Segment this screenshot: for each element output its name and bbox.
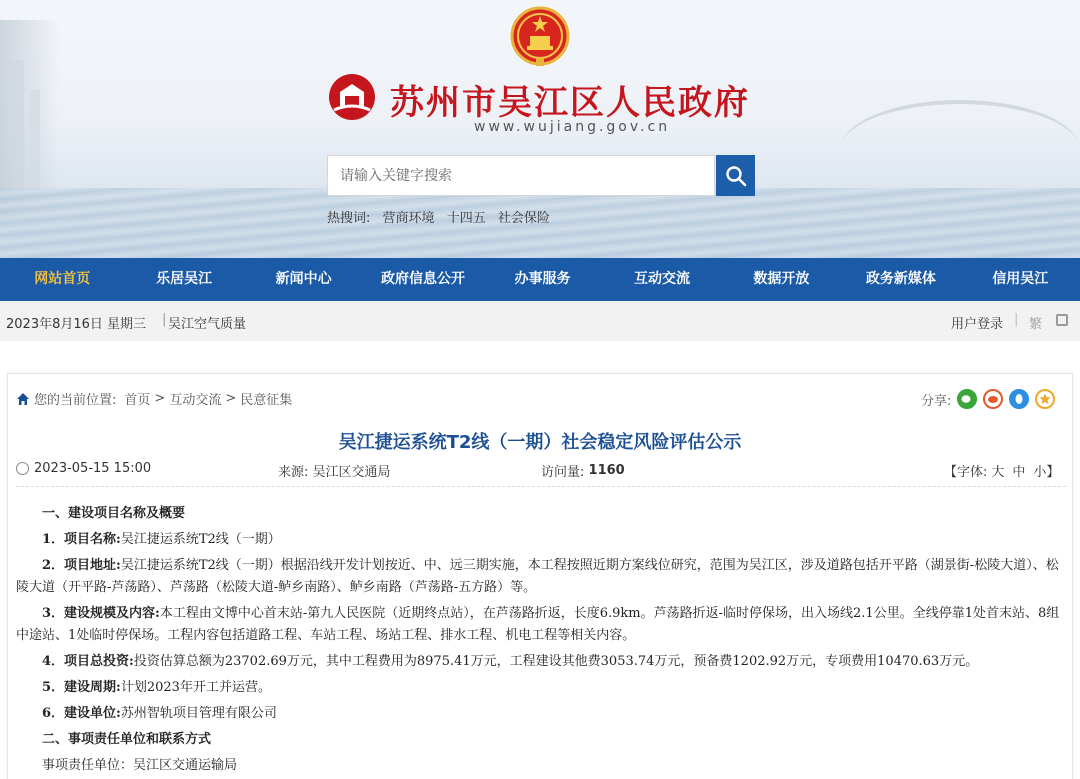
nav-item-credit[interactable]: 信用吴江 <box>992 271 1049 287</box>
search-icon <box>725 165 747 187</box>
site-title: 苏州市吴江区人民政府 <box>390 83 750 123</box>
wujiang-logo-icon <box>326 72 378 122</box>
nav-item-gov-info[interactable]: 政府信息公开 <box>381 271 466 287</box>
divider <box>16 486 1066 487</box>
nav-item-services[interactable]: 办事服务 <box>514 271 571 287</box>
nav-item-living[interactable]: 乐居吴江 <box>156 271 213 287</box>
national-emblem-icon <box>510 6 570 68</box>
article-paragraph: 6．建设单位:苏州智轨项目管理有限公司 <box>42 706 277 721</box>
nav-item-new-media[interactable]: 政务新媒体 <box>865 271 936 287</box>
article-paragraph: 一、建设项目名称及概要 <box>42 506 186 521</box>
breadcrumb-label: 您的当前位置: <box>34 393 117 408</box>
font-size-small[interactable]: 小】 <box>1033 465 1060 480</box>
article-paragraph: 二、事项责任单位和联系方式 <box>42 732 212 747</box>
publish-time-value: 2023-05-15 15:00 <box>34 461 152 476</box>
font-size-large[interactable]: 大 <box>991 465 1005 480</box>
divider: | <box>1014 312 1019 327</box>
nav-item-open-data[interactable]: 数据开放 <box>753 271 810 287</box>
article-paragraph: 3．建设规模及内容:本工程由文博中心首末站-第九人民医院（近期终点站），在芦荡路折返，长度6.9km。芦荡路折返-临时停保场，出入场线2.1公里。全线停靠1处首末站、8组中途站、1处临时停保场。工程内容包括道路工程、车站工程、场站工程、排水工程、机电工程等相关内容。 <box>16 606 1060 643</box>
wechat-share-icon[interactable] <box>957 389 977 409</box>
breadcrumb-home[interactable]: 首页 <box>124 393 151 408</box>
article-paragraph: 5．建设周期:计划2023年开工并运营。 <box>42 680 271 695</box>
info-bar <box>0 301 1080 341</box>
weibo-share-icon[interactable] <box>983 389 1003 409</box>
article-source <box>278 461 391 480</box>
hot-term[interactable]: 社会保险 <box>497 211 550 226</box>
font-size-medium[interactable]: 中 <box>1012 465 1026 480</box>
article-paragraph: 事项责任单位：吴江区交通运输局 <box>42 758 238 773</box>
breadcrumb-interaction[interactable]: 互动交流 <box>169 393 222 408</box>
font-size-switcher <box>944 461 1063 480</box>
article-body <box>16 503 1068 779</box>
hot-term[interactable]: 十四五 <box>446 211 486 226</box>
nav-item-home[interactable]: 网站首页 <box>34 271 91 287</box>
hot-search-terms <box>327 207 558 226</box>
source-label: 来源: <box>278 465 309 480</box>
qzone-share-icon[interactable] <box>1035 389 1055 409</box>
clock-icon <box>16 462 29 475</box>
article-title: 吴江捷运系统T2线（一期）社会稳定风险评估公示 <box>338 432 742 453</box>
source-value: 吴江区交通局 <box>312 465 391 480</box>
visits-label: 访问量: <box>541 465 585 480</box>
main-nav <box>0 258 1080 301</box>
home-icon <box>16 392 30 406</box>
hot-term[interactable]: 营商环境 <box>382 211 435 226</box>
share-label: 分享: <box>921 393 952 409</box>
accessibility-icon[interactable] <box>1056 314 1068 326</box>
search-button[interactable] <box>716 155 755 196</box>
user-login-link[interactable]: 用户登录 <box>951 317 1004 332</box>
bridge-decoration <box>840 100 1080 160</box>
font-size-label: 【字体: <box>944 465 988 480</box>
search-input[interactable] <box>328 156 714 195</box>
breadcrumb-opinion[interactable]: 民意征集 <box>240 393 293 408</box>
visit-count <box>541 461 625 480</box>
nav-item-news[interactable]: 新闻中心 <box>275 271 332 287</box>
search-box <box>327 155 715 196</box>
visits-value: 1160 <box>588 463 625 478</box>
air-quality-link[interactable]: 吴江空气质量 <box>168 317 247 332</box>
article-paragraph: 4．项目总投资:投资估算总额为23702.69万元，其中工程费用为8975.41万元，工程建设其他费3053.74万元，预备费1202.92万元，专项费用10470.63万元。 <box>42 654 979 669</box>
article-paragraph: 1．项目名称:吴江捷运系统T2线（一期） <box>42 532 281 547</box>
nav-item-interaction[interactable]: 互动交流 <box>633 271 690 287</box>
breadcrumb: 您的当前位置: 首页 > 互动交流 > 民意征集 <box>16 389 292 408</box>
share-bar <box>921 389 1055 409</box>
hot-search-label: 热搜词: <box>327 211 371 226</box>
traditional-chinese-toggle[interactable]: 繁 <box>1029 317 1043 332</box>
divider: | <box>162 312 167 327</box>
site-url: www.wujiang.gov.cn <box>474 119 671 135</box>
publish-time <box>16 461 151 476</box>
current-date: 2023年8月16日 星期三 <box>6 317 147 332</box>
qq-share-icon[interactable] <box>1009 389 1029 409</box>
article-paragraph: 2．项目地址:吴江捷运系统T2线（一期）根据沿线开发计划按近、中、远三期实施，本工程按照近期方案线位研究，范围为吴江区，涉及道路包括开平路（湖景街-松陵大道）、松陵大道（开平路-芦荡路）、芦荡路（松陵大道-鲈乡南路）、鲈乡南路（芦荡路-五方路）等。 <box>16 558 1059 595</box>
